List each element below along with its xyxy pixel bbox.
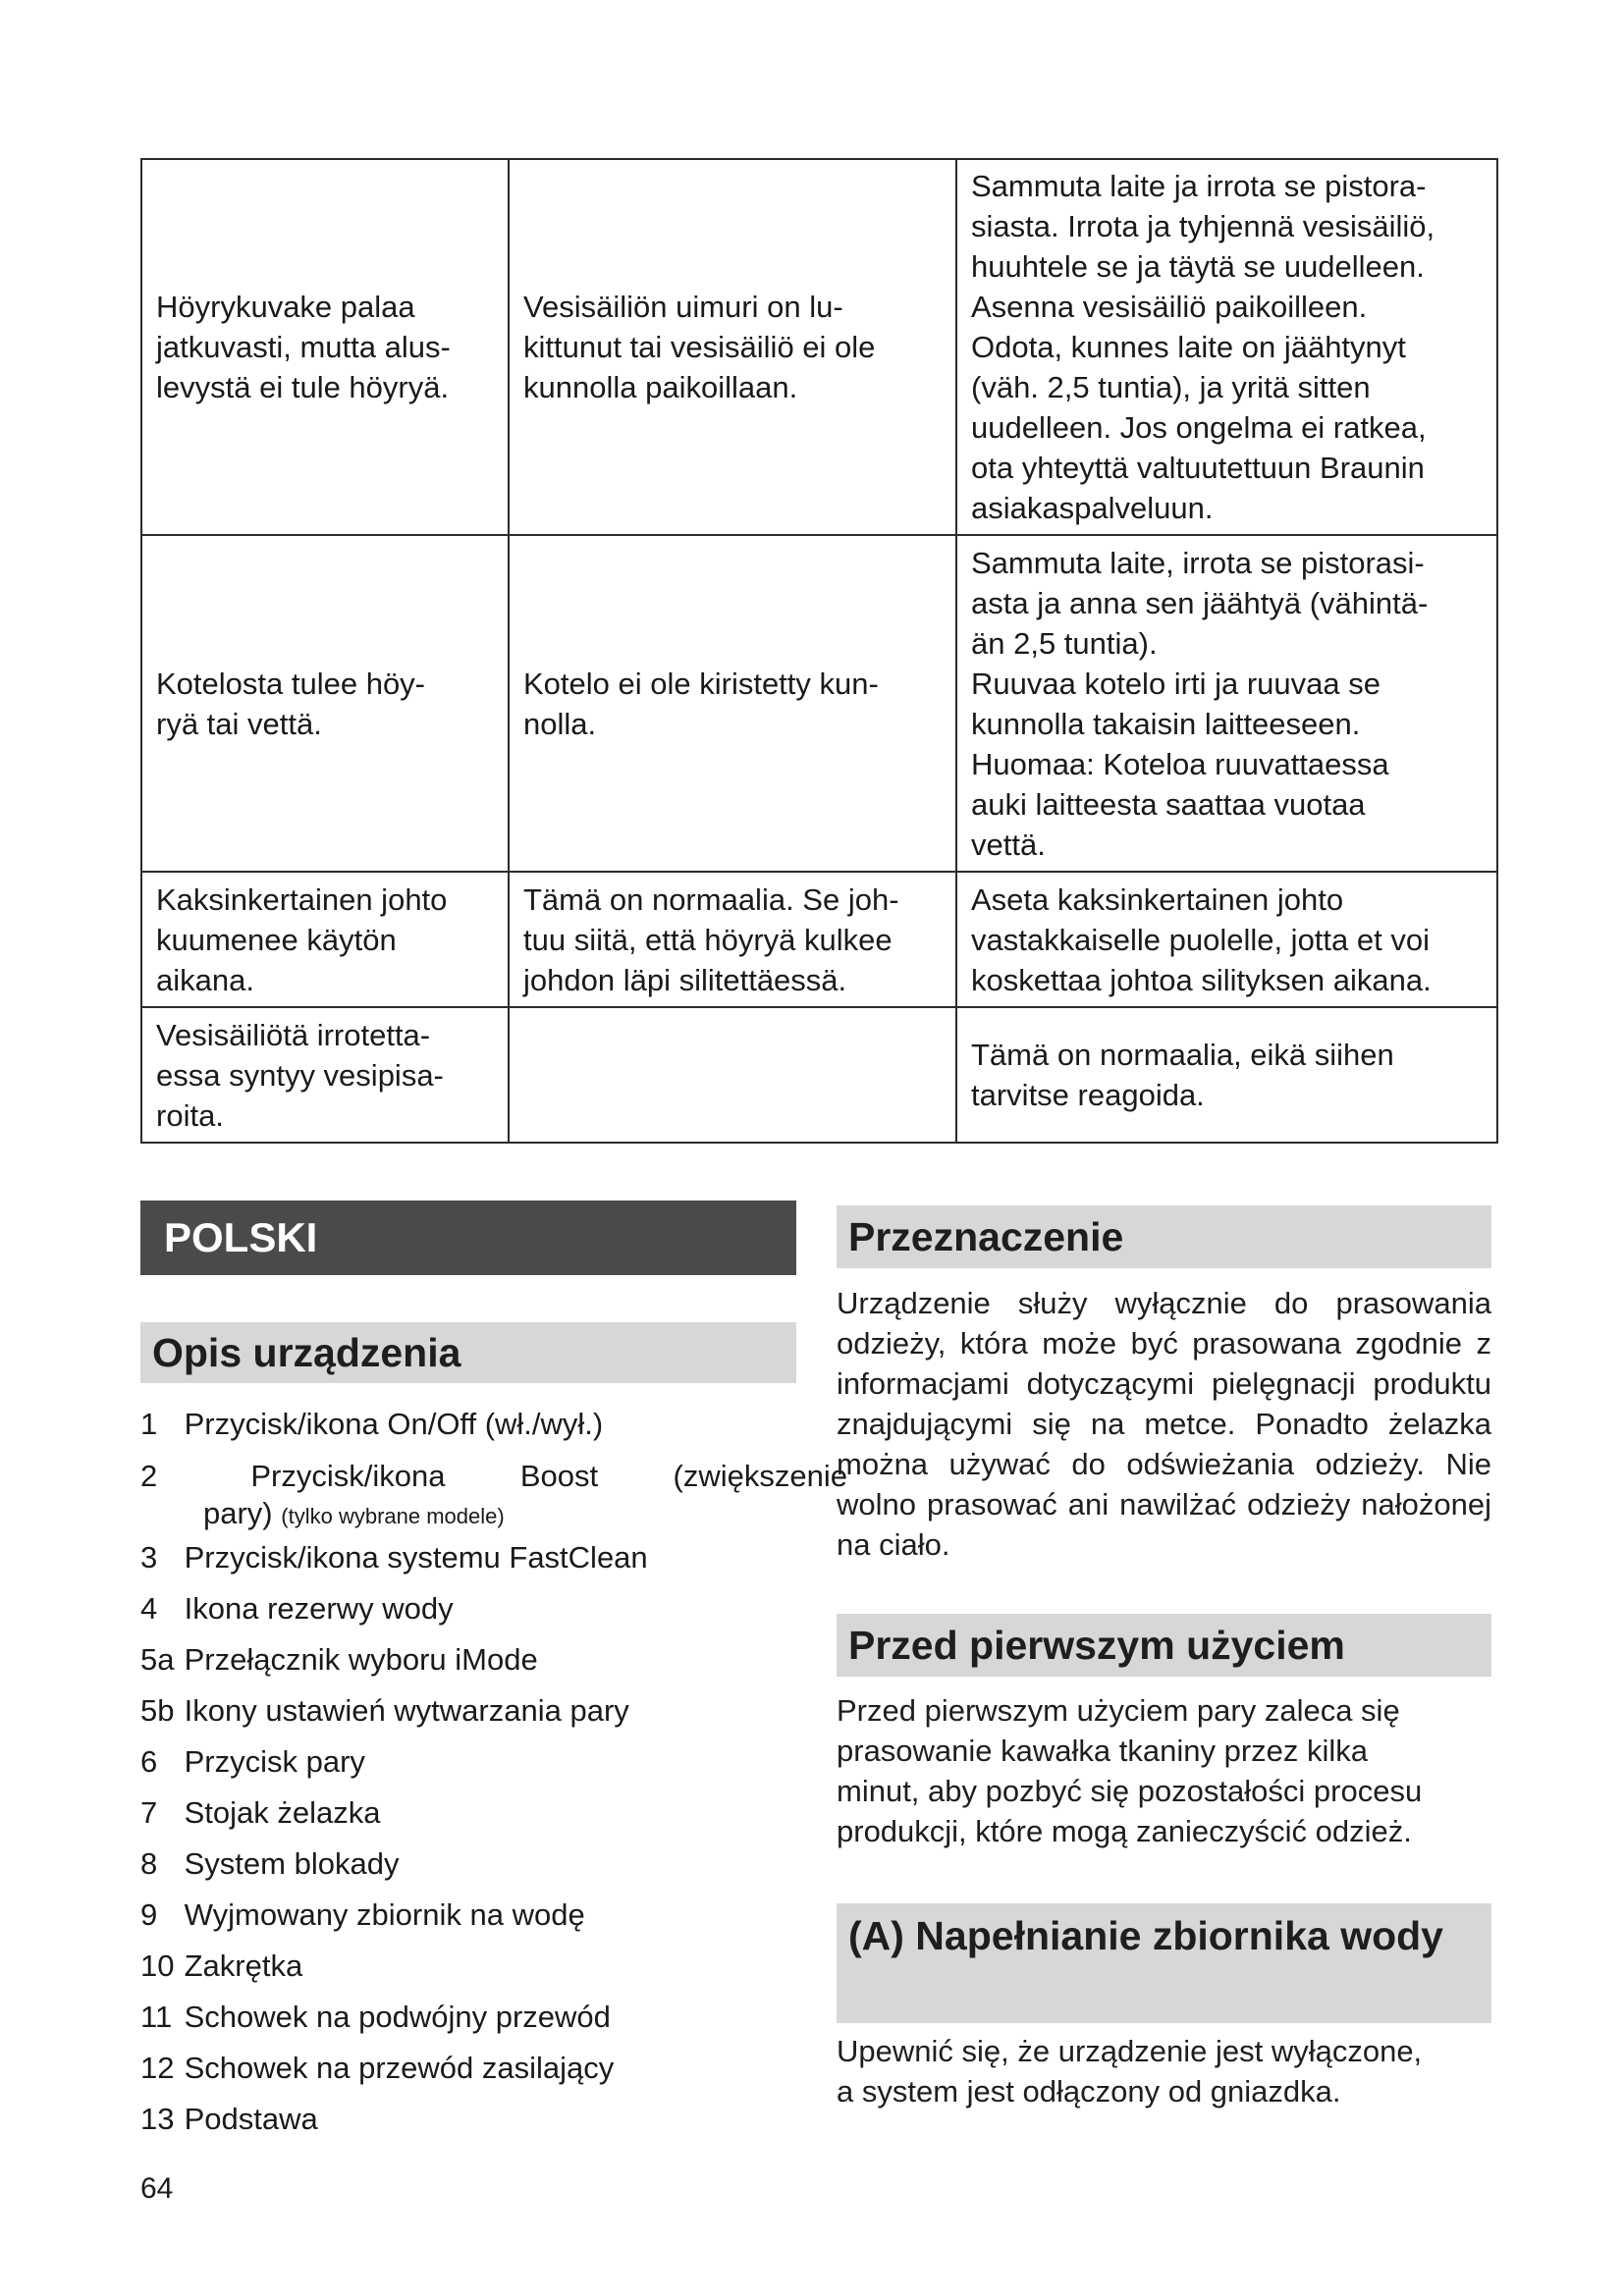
item-label-part: (zwiększenie: [673, 1459, 847, 1493]
filling-text: Upewnić się, że urządzenie jest wyłączone, a system jest odłączony od gniazdka.: [837, 2034, 1423, 2109]
item-label: Ikony ustawień wytwarzania pary: [184, 1693, 629, 1728]
item-label: Podstawa: [184, 2102, 318, 2136]
item-label: Wyjmowany zbiornik na wodę: [184, 1897, 585, 1932]
list-item: [140, 1532, 847, 1583]
list-item: [140, 1583, 847, 1634]
cause-cell: [509, 1007, 956, 1143]
remedy-cell: Tämä on normaalia, eikä siihen tarvitse reagoida.: [956, 1007, 1497, 1143]
list-item: [140, 1941, 847, 1992]
item-label: Ikona rezerwy wody: [184, 1591, 454, 1626]
list-item: [140, 1992, 847, 2043]
list-item: [140, 1839, 847, 1890]
item-number: 7: [140, 1795, 158, 1830]
table-row: [141, 872, 1497, 1007]
table-row: [141, 535, 1497, 872]
item-label: Przełącznik wyboru iMode: [184, 1642, 538, 1677]
item-number: 4: [140, 1591, 158, 1626]
language-banner: POLSKI: [140, 1201, 796, 1275]
filling-heading: (A) Napełnianie zbiornika wody: [837, 1903, 1491, 2023]
before-first-use-text: Przed pierwszym użyciem pary zaleca się prasowanie kawałka tkaniny przez kilka minut, aby pozbyć się pozostałości procesu produkcji, które mogą zanieczyścić odzież.: [837, 1693, 1423, 1848]
item-label: Przycisk pary: [184, 1744, 365, 1779]
item-number: 8: [140, 1846, 158, 1881]
item-number: 13: [140, 2102, 175, 2136]
list-item: [140, 1634, 847, 1685]
table-row: [141, 159, 1497, 535]
item-number: 6: [140, 1744, 158, 1779]
item-number: 2: [140, 1459, 158, 1493]
table-row: [141, 1007, 1497, 1143]
item-label-part: Przycisk/ikona: [250, 1459, 446, 1493]
item-number: 1: [140, 1407, 158, 1441]
item-number: 5b: [140, 1693, 175, 1728]
cause-cell: Kotelo ei ole kiristetty kun- nolla.: [509, 535, 956, 872]
item-number: 12: [140, 2051, 175, 2085]
item-label: Schowek na przewód zasilający: [184, 2051, 615, 2085]
problem-cell: Vesisäiliötä irrotetta- essa syntyy vesipisa- roita.: [141, 1007, 509, 1143]
item-label: Przycisk/ikona On/Off (wł./wył.): [184, 1407, 604, 1441]
item-number: 5a: [140, 1642, 175, 1677]
item-label: Zakrętka: [184, 1949, 303, 1983]
item-label: Przycisk/ikona systemu FastClean: [184, 1540, 648, 1575]
cause-cell: Vesisäiliön uimuri on lu- kittunut tai vesisäiliö ei ole kunnolla paikoillaan.: [509, 159, 956, 535]
list-item: [140, 1450, 847, 1532]
problem-cell: Kaksinkertainen johto kuumenee käytön aikana.: [141, 872, 509, 1007]
list-item: [140, 1399, 847, 1450]
remedy-cell: Sammuta laite, irrota se pistorasi- asta ja anna sen jäähtyä (vähintä- än 2,5 tuntia). Ruuvaa kotelo irti ja ruuvaa se kunnolla takaisin laitteeseen. Huomaa: Koteloa ruuvattaessa auki laitteesta saattaa vuotaa vettä.: [956, 535, 1497, 872]
item-label-cont: pary): [203, 1496, 273, 1530]
item-number: 3: [140, 1540, 158, 1575]
remedy-cell: Aseta kaksinkertainen johto vastakkaiselle puolelle, jotta et voi koskettaa johtoa silityksen aikana.: [956, 872, 1497, 1007]
list-item: [140, 1736, 847, 1788]
item-label-part: Boost: [519, 1459, 599, 1493]
item-number: 11: [140, 2000, 173, 2034]
page-number: 64: [140, 2172, 174, 2205]
item-number: 9: [140, 1897, 158, 1932]
list-item: [140, 2094, 847, 2145]
before-first-use-heading: Przed pierwszym użyciem: [837, 1614, 1491, 1677]
list-item: [140, 2043, 847, 2094]
item-label: Schowek na podwójny przewód: [184, 2000, 611, 2034]
remedy-cell: Sammuta laite ja irrota se pistora- siasta. Irrota ja tyhjennä vesisäiliö, huuhtele se ja täytä se uudelleen. Asenna vesisäiliö paikoilleen. Odota, kunnes laite on jäähtynyt (väh. 2,5 tuntia), ja yritä sitten uudelleen. Jos ongelma ei ratkea, ota yhteyttä valtuutettuun Braunin asiakaspalveluun.: [956, 159, 1497, 535]
troubleshooting-table: [140, 158, 1498, 1144]
problem-cell: Kotelosta tulee höy- ryä tai vettä.: [141, 535, 509, 872]
parts-list: [140, 1399, 847, 2145]
list-item: [140, 1685, 847, 1736]
purpose-text: Urządzenie służy wyłącznie do prasowania odzieży, która może być prasowana zgodnie z informacjami dotyczącymi pielęgnacji produktu znajdującymi się na metce. Ponadto żelazka można używać do odświeżania odzieży. Nie wolno prasować ani nawilżać odzieży nałożonej na ciało.: [837, 1286, 1491, 1562]
item-number: 10: [140, 1949, 175, 1983]
cause-cell: Tämä on normaalia. Se joh- tuu siitä, että höyryä kulkee johdon läpi silitettäessä.: [509, 872, 956, 1007]
list-item: [140, 1890, 847, 1941]
item-note: (tylko wybrane modele): [281, 1504, 505, 1528]
item-label: Stojak żelazka: [184, 1795, 381, 1830]
description-heading: Opis urządzenia: [140, 1322, 796, 1383]
purpose-heading: Przeznaczenie: [837, 1205, 1491, 1268]
problem-cell: Höyrykuvake palaa jatkuvasti, mutta alus- levystä ei tule höyryä.: [141, 159, 509, 535]
list-item: [140, 1788, 847, 1839]
item-label: System blokady: [184, 1846, 400, 1881]
